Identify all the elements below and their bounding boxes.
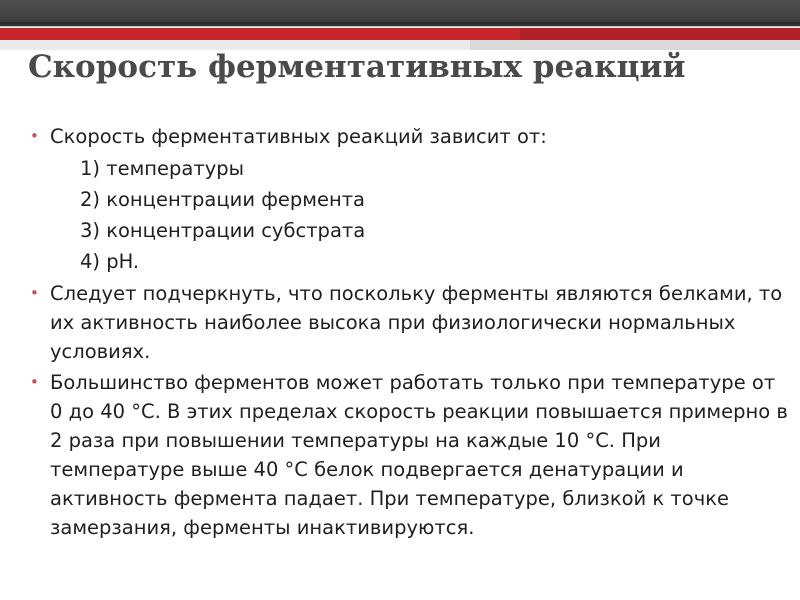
slide-title: Скорость ферментативных реакций bbox=[28, 49, 686, 85]
bullet-text: Большинство ферментов может работать только при температуре от 0 до 40 °С. В этих пределах скорость реакции повышается примерно в 2 раза при повышении температуры на каждые 10 °С. При температуре выше 40 °С белок подвергается денатурации и активность фермента падает. При температуре, близкой к точке замерзания, ферменты инактивируются. bbox=[50, 371, 788, 539]
header-red-stripe-accent bbox=[520, 28, 800, 40]
bullet-item-2 bbox=[28, 279, 788, 366]
bullet-icon: • bbox=[30, 373, 39, 391]
bullet-item-3 bbox=[28, 368, 788, 542]
bullet-text: Следует подчеркнуть, что поскольку ферменты являются белками, то их активность наиболее высока при физиологически нормальных условиях. bbox=[50, 282, 783, 363]
sub-item-substrate-concentration: 3) концентрации субстрата bbox=[80, 219, 366, 242]
bullet-text: Скорость ферментативных реакций зависит от: bbox=[50, 125, 547, 148]
sub-item-ph: 4) pH. bbox=[80, 250, 140, 273]
slide-content bbox=[28, 122, 788, 544]
bullet-icon: • bbox=[30, 284, 39, 302]
sub-item-temperature: 1) температуры bbox=[80, 157, 245, 180]
sub-list bbox=[50, 153, 788, 277]
sub-item-enzyme-concentration: 2) концентрации фермента bbox=[80, 188, 366, 211]
bullet-icon: • bbox=[30, 127, 39, 145]
bullet-item-1 bbox=[28, 122, 788, 277]
